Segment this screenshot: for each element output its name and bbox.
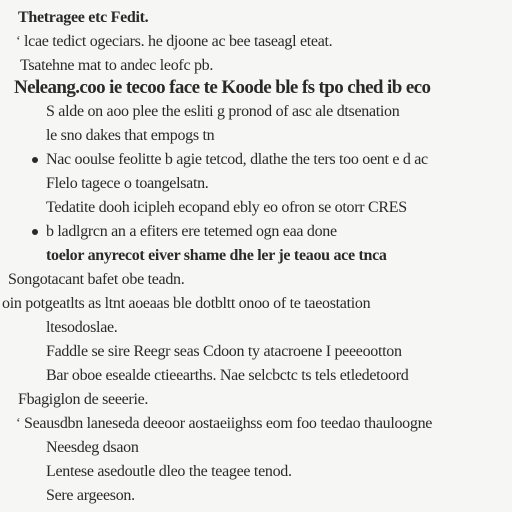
- text-line: lcae tedict ogeciars. he djoone ac bee taseagl eteat.: [24, 33, 333, 50]
- bullet-icon: [32, 157, 38, 163]
- text-line: S alde on aoo plee the esliti g pronod of asc ale dtsenation: [46, 103, 400, 120]
- doc-heading: Thetragee etc Fedit.: [18, 9, 149, 26]
- text-line: Fbagiglon de seeerie.: [18, 391, 149, 408]
- text-line: Songotacant bafet obe teadn.: [8, 271, 185, 288]
- text-line: Tedatite dooh icipleh ecopand ebly eo ofron se otorr CRES: [46, 199, 407, 216]
- text-line: Flelo tagece o toangelsatn.: [46, 175, 209, 192]
- text-line: oin potgeatlts as ltnt aoeaas ble dotbltt onoo of te taeostation: [2, 295, 371, 312]
- text-line: Tsatehne mat to andec leofc pb.: [20, 57, 214, 74]
- text-line: Seausdbn laneseda deeoor aostaeiighss eom foo teedao thauloogne: [24, 415, 433, 432]
- section-heading: Neleang.coo ie tecoo face te Koode ble fs tpo ched ib eco: [14, 77, 431, 98]
- text-line: Neesdeg dsaon: [46, 439, 139, 456]
- text-line: Lentese asedoutle dleo the teagee tenod.: [46, 463, 292, 480]
- text-line: Bar oboe esealde ctieearths. Nae selcbctc ts tels etledetoord: [46, 367, 409, 384]
- text-line: Sere argeeson.: [46, 487, 135, 504]
- list-item: Nac ooulse feolitte b agie tetcod, dlathe the ters too oent e d ac: [46, 151, 428, 168]
- dash-icon: ‘: [16, 416, 21, 431]
- text-line: le sno dakes that empogs tn: [46, 127, 215, 144]
- text-line: Faddle se sire Reegr seas Cdoon ty atacroene I peeeootton: [46, 343, 402, 360]
- dash-icon: ‘: [16, 34, 21, 49]
- text-line: ltesodoslae.: [46, 319, 118, 336]
- text-line: toelor anyrecot eiver shame dhe ler je teaou ace tnca: [46, 247, 387, 264]
- list-item: b ladlgrcn an a efiters ere tetemed ogn eaa done: [46, 223, 337, 240]
- bullet-icon: [32, 229, 38, 235]
